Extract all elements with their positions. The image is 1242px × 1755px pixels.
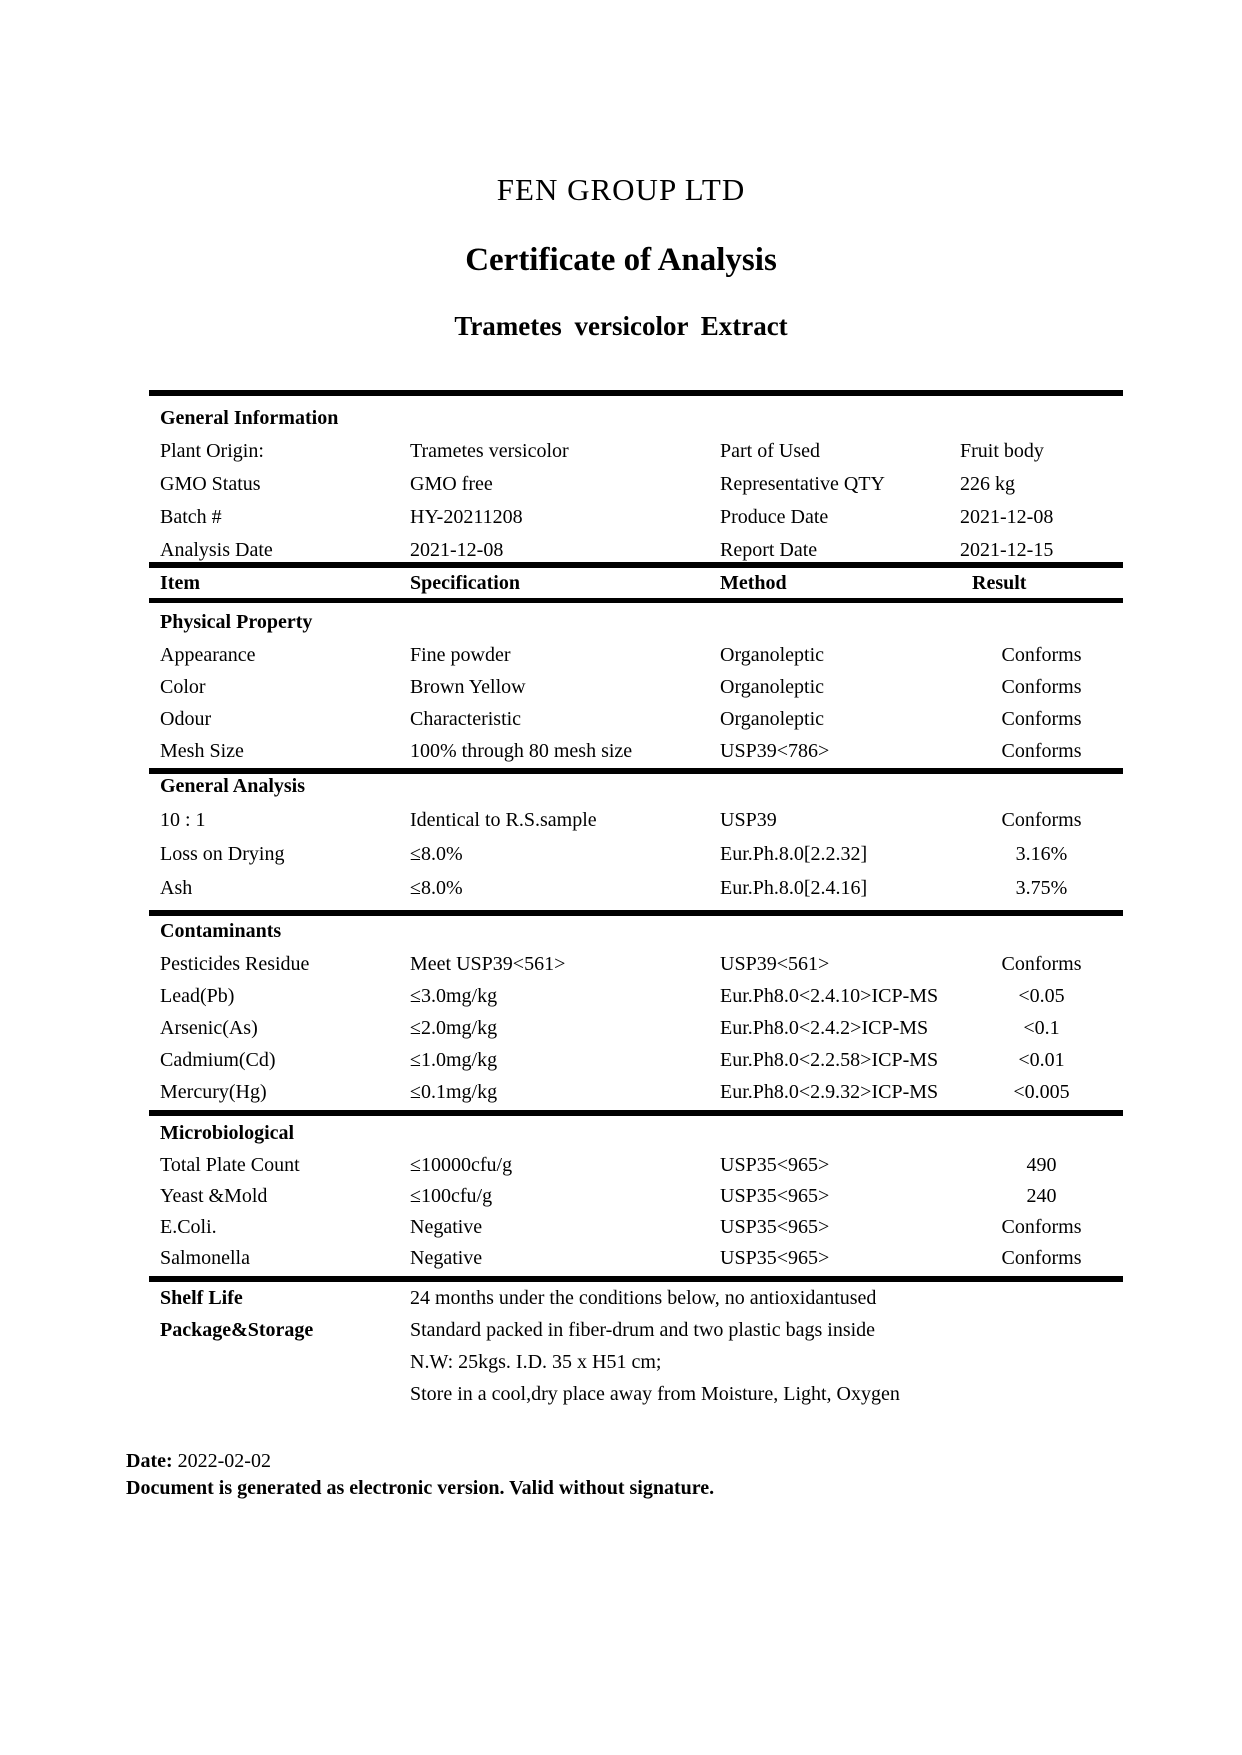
- method-cell: Eur.Ph.8.0[2.4.16]: [720, 877, 868, 899]
- item-cell: Cadmium(Cd): [160, 1049, 276, 1071]
- storage-section: [149, 1282, 1123, 1410]
- company-name: FEN GROUP LTD: [496, 172, 746, 207]
- item-cell: Arsenic(As): [160, 1017, 258, 1039]
- spec-cell: Fine powder: [410, 644, 511, 666]
- info-row: [149, 435, 1123, 468]
- method-cell: USP35<965>: [720, 1154, 830, 1176]
- info-label: Part of Used: [720, 440, 820, 462]
- method-cell: Organoleptic: [720, 676, 825, 698]
- storage-value: N.W: 25kgs. I.D. 35 x H51 cm;: [410, 1351, 662, 1373]
- method-cell: Organoleptic: [720, 644, 825, 666]
- spec-cell: Meet USP39<561>: [410, 953, 566, 975]
- column-header-result: Result: [972, 572, 1027, 594]
- result-cell: 490: [1026, 1154, 1057, 1176]
- item-cell: Salmonella: [160, 1247, 250, 1269]
- result-cell: Conforms: [1001, 708, 1082, 730]
- table-row: [149, 1012, 1123, 1044]
- method-cell: Organoleptic: [720, 708, 825, 730]
- spec-cell: ≤8.0%: [410, 877, 463, 899]
- table-row: [149, 1243, 1123, 1274]
- spec-cell: Identical to R.S.sample: [410, 809, 597, 831]
- table-row: [149, 1181, 1123, 1212]
- table-row: [149, 803, 1123, 837]
- info-label: Representative QTY: [720, 473, 885, 495]
- column-header-specification: Specification: [410, 572, 520, 594]
- microbiological-section: [149, 1117, 1123, 1274]
- table-row: [149, 1150, 1123, 1181]
- spec-cell: Characteristic: [410, 708, 522, 730]
- item-cell: Yeast &Mold: [160, 1185, 268, 1207]
- info-value: 2021-12-15: [960, 539, 1054, 561]
- item-cell: Odour: [160, 708, 212, 730]
- result-cell: Conforms: [1001, 809, 1082, 831]
- validity-note: [126, 1475, 714, 1502]
- info-label: Batch #: [160, 506, 222, 528]
- item-cell: Appearance: [160, 644, 256, 666]
- info-row: [149, 468, 1123, 501]
- storage-value: Store in a cool,dry place away from Moisture, Light, Oxygen: [410, 1383, 900, 1405]
- divider: [149, 598, 1123, 603]
- result-cell: Conforms: [1001, 676, 1082, 698]
- method-cell: Eur.Ph8.0<2.9.32>ICP-MS: [720, 1081, 939, 1103]
- general-analysis-section: [149, 770, 1123, 905]
- result-cell: Conforms: [1001, 644, 1082, 666]
- info-label: Analysis Date: [160, 539, 273, 561]
- item-cell: Mercury(Hg): [160, 1081, 267, 1103]
- table-row: [149, 871, 1123, 905]
- spec-cell: ≤8.0%: [410, 843, 463, 865]
- result-cell: 3.16%: [1015, 843, 1068, 865]
- date-label: Date:: [126, 1450, 173, 1472]
- table-row: [149, 1044, 1123, 1076]
- document-title: Certificate of Analysis: [465, 242, 777, 278]
- column-header-item: Item: [160, 572, 200, 594]
- info-value: 2021-12-08: [960, 506, 1054, 528]
- result-cell: <0.01: [1018, 1049, 1065, 1071]
- document-footer: [126, 1448, 714, 1502]
- spec-cell: ≤10000cfu/g: [410, 1154, 513, 1176]
- storage-label: Package&Storage: [160, 1319, 314, 1341]
- table-row: [149, 735, 1123, 767]
- storage-value: 24 months under the conditions below, no antioxidantused: [410, 1287, 877, 1309]
- storage-label: Shelf Life: [160, 1287, 243, 1309]
- result-cell: Conforms: [1001, 740, 1082, 762]
- spec-cell: ≤1.0mg/kg: [410, 1049, 498, 1071]
- info-value: Fruit body: [960, 440, 1044, 462]
- spec-cell: ≤100cfu/g: [410, 1185, 493, 1207]
- divider: [149, 390, 1123, 396]
- storage-label: [149, 1346, 410, 1378]
- spec-cell: Brown Yellow: [410, 676, 526, 698]
- storage-row: [149, 1378, 1123, 1410]
- spec-cell: Negative: [410, 1216, 483, 1238]
- table-row: [149, 1076, 1123, 1108]
- section-title: General Information: [160, 407, 339, 429]
- result-cell: <0.05: [1018, 985, 1065, 1007]
- method-cell: USP39<786>: [720, 740, 830, 762]
- info-row: [149, 501, 1123, 534]
- info-value: 226 kg: [960, 473, 1015, 495]
- storage-row: [149, 1346, 1123, 1378]
- storage-label: [149, 1378, 410, 1410]
- table-row: [149, 1212, 1123, 1243]
- result-cell: <0.1: [1023, 1017, 1060, 1039]
- table-row: [149, 948, 1123, 980]
- item-cell: Lead(Pb): [160, 985, 235, 1007]
- general-information-section: [149, 402, 1123, 567]
- physical-property-section: [149, 606, 1123, 767]
- result-cell: Conforms: [1001, 1216, 1082, 1238]
- storage-row: [149, 1282, 1123, 1314]
- info-value: Trametes versicolor: [410, 440, 569, 462]
- spec-cell: 100% through 80 mesh size: [410, 740, 633, 762]
- info-label: Report Date: [720, 539, 818, 561]
- section-title: Physical Property: [160, 611, 313, 633]
- column-header-method: Method: [720, 572, 787, 594]
- info-value: 2021-12-08: [410, 539, 504, 561]
- storage-value: Standard packed in fiber-drum and two plastic bags inside: [410, 1319, 876, 1341]
- method-cell: Eur.Ph.8.0[2.2.32]: [720, 843, 868, 865]
- item-cell: Color: [160, 676, 206, 698]
- item-cell: Loss on Drying: [160, 843, 285, 865]
- section-title: Contaminants: [160, 920, 282, 942]
- info-value: GMO free: [410, 473, 493, 495]
- table-row: [149, 837, 1123, 871]
- result-cell: Conforms: [1001, 953, 1082, 975]
- result-cell: <0.005: [1013, 1081, 1070, 1103]
- result-cell: 3.75%: [1015, 877, 1068, 899]
- method-cell: Eur.Ph8.0<2.4.2>ICP-MS: [720, 1017, 929, 1039]
- section-title: Microbiological: [160, 1122, 295, 1144]
- table-row: [149, 671, 1123, 703]
- info-label: Produce Date: [720, 506, 829, 528]
- table-row: [149, 703, 1123, 735]
- contaminants-section: [149, 915, 1123, 1108]
- item-cell: Total Plate Count: [160, 1154, 300, 1176]
- date-value: 2022-02-02: [177, 1450, 271, 1472]
- product-name: Trametes versicolor Extract: [454, 311, 788, 341]
- method-cell: Eur.Ph8.0<2.2.58>ICP-MS: [720, 1049, 939, 1071]
- item-cell: 10 : 1: [160, 809, 206, 831]
- spec-cell: Negative: [410, 1247, 483, 1269]
- section-title: General Analysis: [160, 775, 306, 797]
- item-cell: E.Coli.: [160, 1216, 217, 1238]
- info-label: GMO Status: [160, 473, 261, 495]
- table-row: [149, 639, 1123, 671]
- info-value: HY-20211208: [410, 506, 523, 528]
- divider: [149, 1110, 1123, 1116]
- item-cell: Pesticides Residue: [160, 953, 310, 975]
- method-cell: Eur.Ph8.0<2.4.10>ICP-MS: [720, 985, 939, 1007]
- table-header: [149, 568, 1123, 598]
- result-cell: 240: [1026, 1185, 1057, 1207]
- method-cell: USP35<965>: [720, 1185, 830, 1207]
- table-row: [149, 980, 1123, 1012]
- date-line: [126, 1448, 714, 1475]
- storage-row: [149, 1314, 1123, 1346]
- method-cell: USP35<965>: [720, 1216, 830, 1238]
- spec-cell: ≤3.0mg/kg: [410, 985, 498, 1007]
- item-cell: Ash: [160, 877, 193, 899]
- method-cell: USP35<965>: [720, 1247, 830, 1269]
- spec-cell: ≤0.1mg/kg: [410, 1081, 498, 1103]
- spec-cell: ≤2.0mg/kg: [410, 1017, 498, 1039]
- method-cell: USP39<561>: [720, 953, 830, 975]
- validity-note-text: Document is generated as electronic version. Valid without signature.: [126, 1477, 715, 1499]
- method-cell: USP39: [720, 809, 777, 831]
- info-label: Plant Origin:: [160, 440, 264, 462]
- item-cell: Mesh Size: [160, 740, 244, 762]
- result-cell: Conforms: [1001, 1247, 1082, 1269]
